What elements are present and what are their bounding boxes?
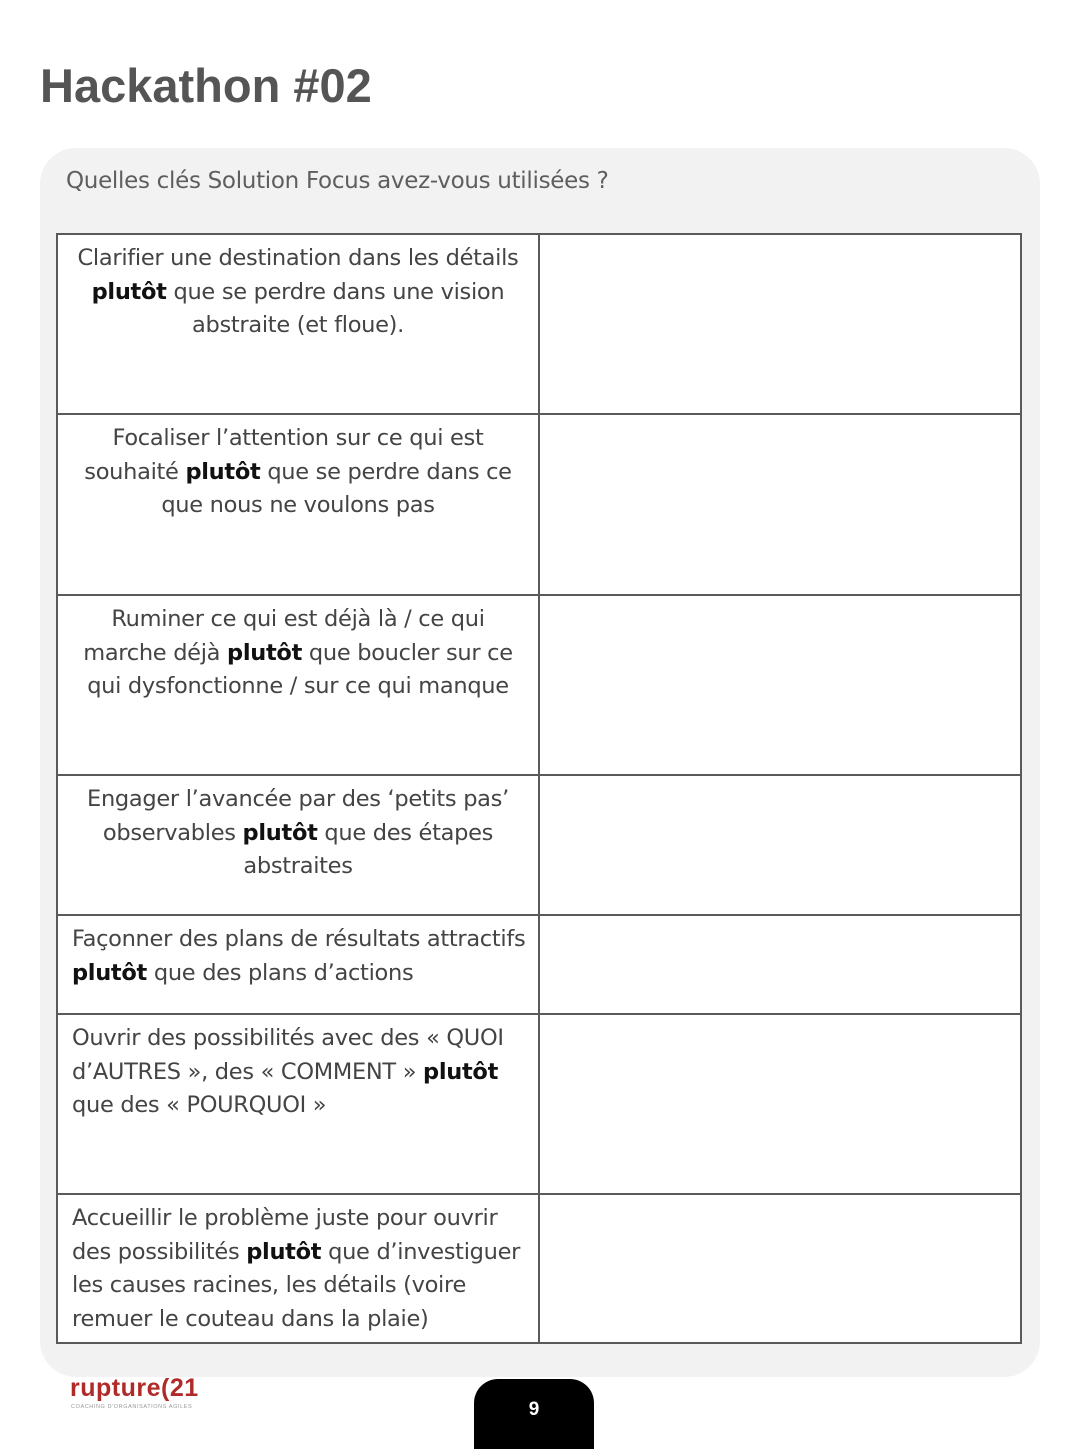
key-cell	[57, 775, 539, 915]
key-text-after: que des « POURQUOI »	[72, 1092, 327, 1118]
key-cell	[57, 234, 539, 414]
page-number: 9	[528, 1399, 540, 1420]
keyword-plutot: plutôt	[72, 959, 148, 986]
answer-cell[interactable]	[539, 414, 1021, 595]
keyword-plutot: plutôt	[242, 819, 318, 846]
table-row	[57, 915, 1021, 1014]
keyword-plutot: plutôt	[423, 1058, 499, 1085]
key-text-after: que des étapes abstraites	[243, 819, 494, 879]
key-text-after: que boucler sur ce qui dysfonctionne / sur ce qui manque	[87, 639, 513, 699]
page-title: Hackathon #02	[40, 59, 372, 112]
keyword-plutot: plutôt	[185, 458, 261, 485]
key-text-after: que se perdre dans une vision abstraite (et floue).	[166, 278, 505, 338]
table-row	[57, 414, 1021, 595]
answer-cell[interactable]	[539, 775, 1021, 915]
key-text-before: Ouvrir des possibilités avec des « QUOI d’AUTRES », des « COMMENT »	[72, 1025, 504, 1085]
answer-cell[interactable]	[539, 234, 1021, 414]
logo-tagline: COACHING D'ORGANISATIONS AGILES	[71, 1404, 193, 1410]
key-text-after: que d’investiguer les causes racines, les détails (voire remuer le couteau dans la plaie)	[72, 1238, 521, 1332]
key-cell	[57, 414, 539, 595]
answer-cell[interactable]	[539, 1014, 1021, 1194]
rupture21-logo	[70, 1374, 230, 1414]
key-text-before: Clarifier une destination dans les détails	[77, 245, 519, 271]
answer-cell[interactable]	[539, 1194, 1021, 1343]
answer-cell[interactable]	[539, 915, 1021, 1014]
key-text-before: Engager l’avancée par des ‘petits pas’ observables	[87, 786, 509, 846]
keyword-plutot: plutôt	[91, 278, 167, 305]
keyword-plutot: plutôt	[227, 639, 303, 666]
key-text-before: Focaliser l’attention sur ce qui est souhaité	[84, 425, 484, 485]
key-text-after: que se perdre dans ce que nous ne voulons pas	[161, 458, 512, 518]
page-number-tab	[474, 1379, 594, 1449]
key-text-before: Accueillir le problème juste pour ouvrir des possibilités	[72, 1205, 498, 1265]
key-text-before: Façonner des plans de résultats attractifs	[72, 926, 526, 952]
table-row	[57, 1014, 1021, 1194]
keyword-plutot: plutôt	[246, 1238, 322, 1265]
table-row	[57, 595, 1021, 775]
table-row	[57, 775, 1021, 915]
key-text-after: que des plans d’actions	[147, 959, 414, 986]
key-cell	[57, 1014, 539, 1194]
solution-focus-keys-table	[56, 233, 1022, 1344]
question-heading: Quelles clés Solution Focus avez-vous utilisées ?	[66, 168, 609, 194]
key-cell	[57, 1194, 539, 1343]
table-row	[57, 1194, 1021, 1343]
key-cell	[57, 595, 539, 775]
key-cell	[57, 915, 539, 1014]
logo-wordmark: rupture(21	[70, 1374, 199, 1402]
answer-cell[interactable]	[539, 595, 1021, 775]
table-row	[57, 234, 1021, 414]
key-text-before: Ruminer ce qui est déjà là / ce qui marche déjà	[83, 606, 485, 666]
